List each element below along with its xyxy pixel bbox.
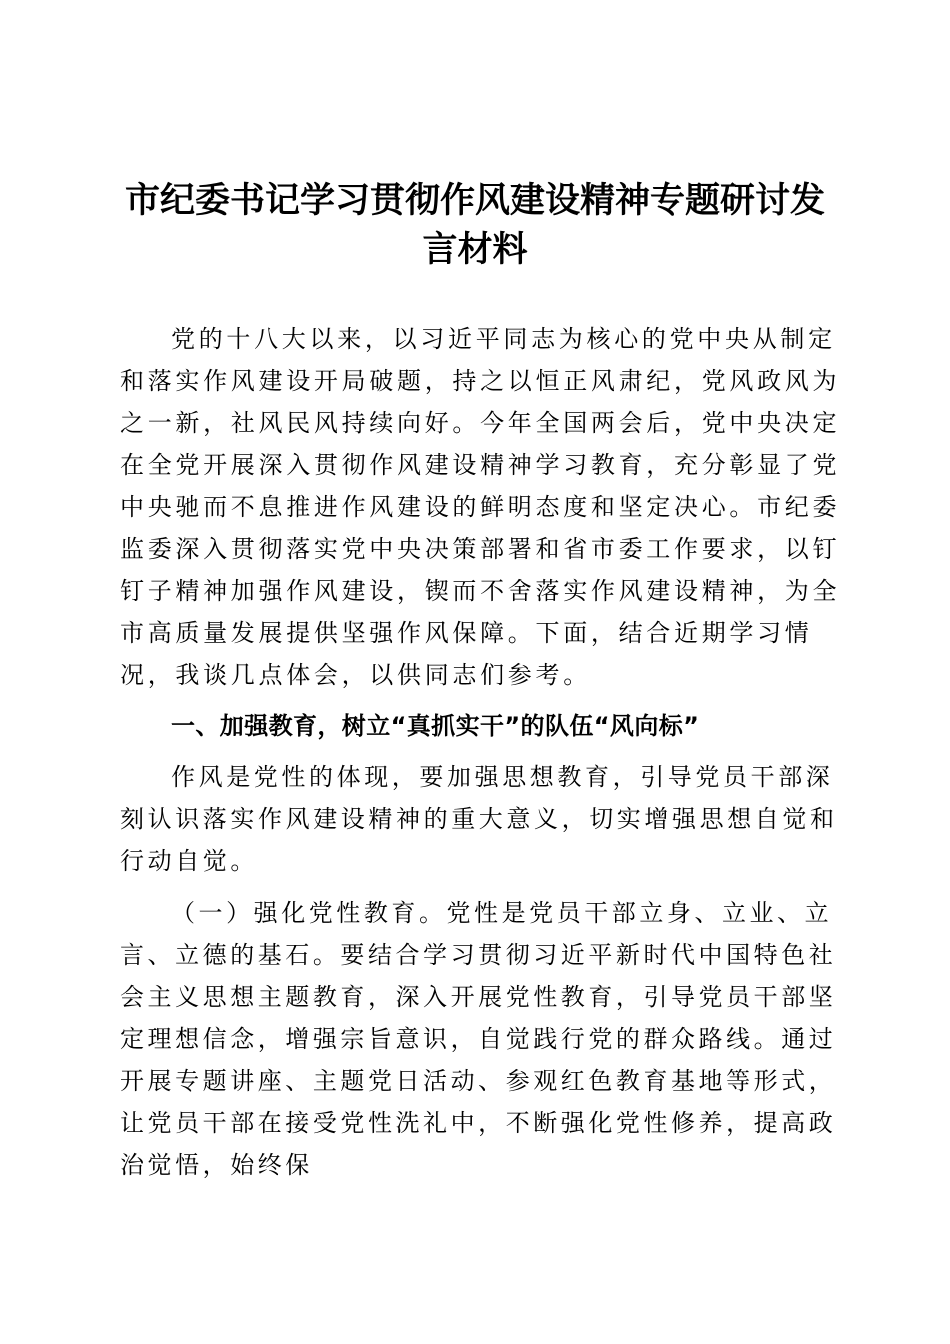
section-1-paragraph: 作风是党性的体现，要加强思想教育，引导党员干部深刻认识落实作风建设精神的重大意义，切实增强思想自觉和行动自觉。	[120, 763, 838, 875]
title-line-2: 言材料	[422, 229, 528, 270]
section-heading-1: 一、加强教育，树立“真抓实干”的队伍“风向标”	[171, 712, 700, 740]
subsection-1-text: 党性是党员干部立身、立业、立言、立德的基石。要结合学习贯彻习近平新时代中国特色社会主义思想主题教育，深入开展党性教育，引导党员干部坚定理想信念，增强宗旨意识，自觉践行党的群众路线。通过开展专题讲座、主题党日活动、参观红色教育基地等形式，让党员干部在接受党性洗礼中，不断强化党性修养，提高政治觉悟，始终保	[120, 899, 837, 1179]
subsection-heading-1: （一）强化党性教育。	[171, 899, 447, 927]
title-line-1: 市纪委书记学习贯彻作风建设精神专题研讨发	[124, 180, 825, 221]
intro-paragraph: 党的十八大以来，以习近平同志为核心的党中央从制定和落实作风建设开局破题，持之以恒正风肃纪，党风政风为之一新，社风民风持续向好。今年全国两会后，党中央决定在全党开展深入贯彻作风建设精神学习教育，充分彰显了党中央驰而不息推进作风建设的鲜明态度和坚定决心。市纪委监委深入贯彻落实党中央决策部署和省市委工作要求，以钉钉子精神加强作风建设，锲而不舍落实作风建设精神，为全市高质量发展提供坚强作风保障。下面，结合近期学习情况，我谈几点体会，以供同志们参考。	[120, 325, 841, 689]
document-title	[110, 176, 840, 274]
document-body	[120, 318, 850, 1186]
subsection-1-paragraph	[120, 892, 850, 1186]
